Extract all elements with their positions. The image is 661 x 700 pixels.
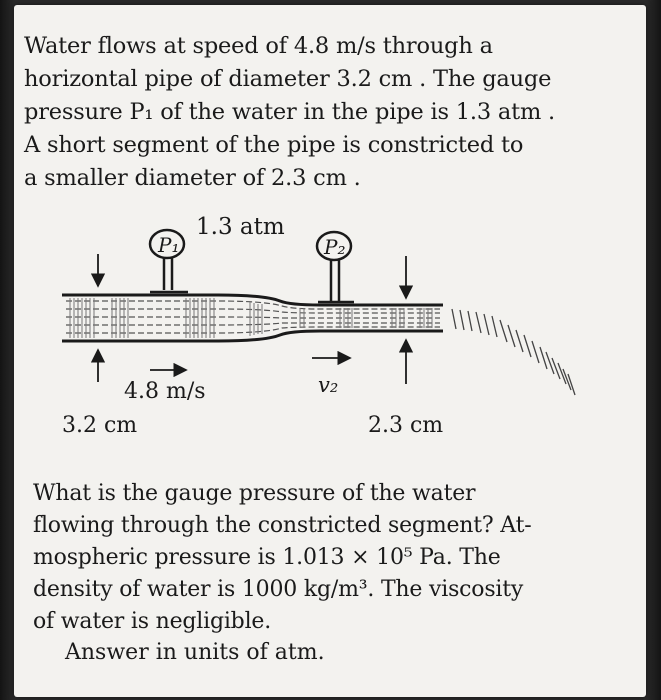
wide-diameter-label: 3.2 cm bbox=[62, 413, 138, 438]
question-line: flowing through the constricted segment? At- bbox=[33, 513, 532, 538]
answer-instruction: Answer in units of atm. bbox=[65, 640, 325, 665]
problem-question bbox=[33, 478, 531, 638]
question-line: of water is negligible. bbox=[33, 609, 272, 634]
gauge1-label: P₁ bbox=[158, 233, 180, 257]
intro-line: horizontal pipe of diameter 3.2 cm . The gauge bbox=[24, 66, 552, 92]
intro-line: A short segment of the pipe is constricted to bbox=[24, 132, 524, 158]
water-jet bbox=[452, 309, 575, 395]
flow-arrows bbox=[150, 358, 350, 370]
gauge2-label: P₂ bbox=[324, 235, 346, 259]
speed-label: 4.8 m/s bbox=[124, 379, 206, 404]
intro-line: Water flows at speed of 4.8 m/s through a bbox=[24, 33, 493, 59]
v2-label: v₂ bbox=[318, 373, 339, 397]
intro-line: a smaller diameter of 2.3 cm . bbox=[24, 165, 361, 191]
pressure-label: 1.3 atm bbox=[196, 214, 285, 240]
narrow-diameter-label: 2.3 cm bbox=[368, 413, 444, 438]
intro-line: pressure P₁ of the water in the pipe is 1.3 atm . bbox=[24, 99, 555, 125]
question-line: density of water is 1000 kg/m³. The viscosity bbox=[33, 577, 524, 602]
question-line: mospheric pressure is 1.013 × 10⁵ Pa. The bbox=[33, 545, 501, 570]
diameter-arrows bbox=[98, 254, 406, 384]
question-line: What is the gauge pressure of the water bbox=[33, 481, 476, 506]
